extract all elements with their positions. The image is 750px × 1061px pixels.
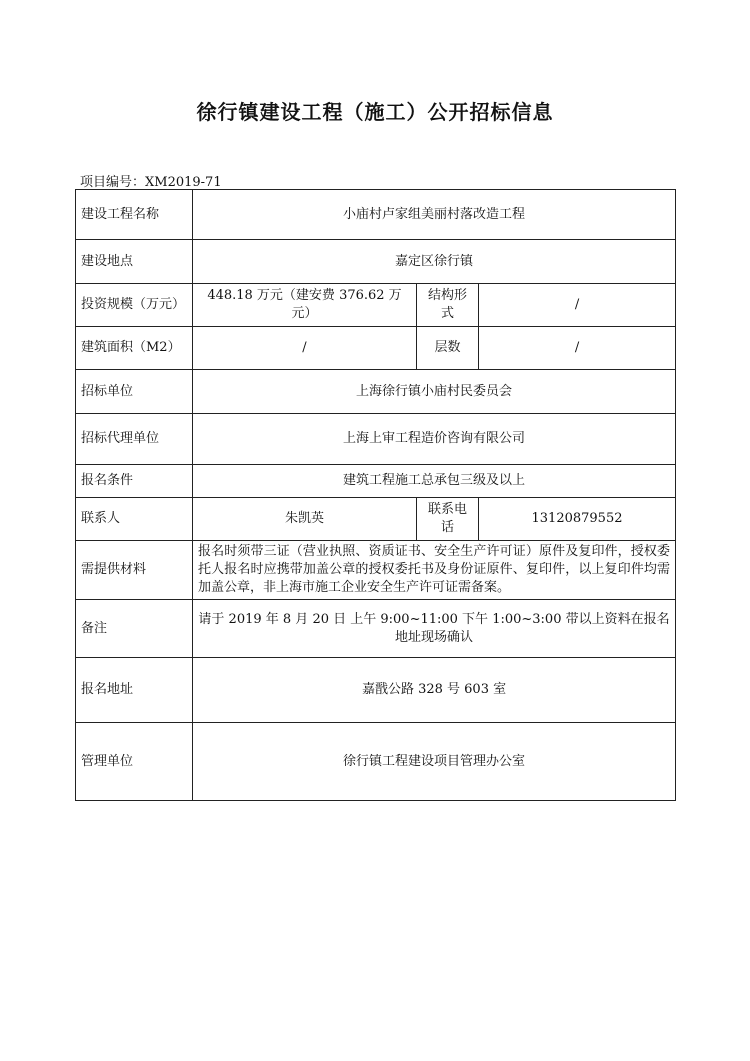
label-investment: 投资规模（万元）: [76, 284, 193, 327]
label-structure-type: 结构形式: [417, 284, 479, 327]
label-manager: 管理单位: [76, 723, 193, 801]
row-investment: [76, 284, 676, 327]
value-manager: 徐行镇工程建设项目管理办公室: [193, 723, 676, 801]
label-area: 建筑面积（M2）: [76, 327, 193, 370]
value-location: 嘉定区徐行镇: [193, 240, 676, 284]
label-materials: 需提供材料: [76, 541, 193, 600]
tender-info-table: [75, 189, 676, 801]
label-contact: 联系人: [76, 498, 193, 541]
value-materials: 报名时须带三证（营业执照、资质证书、安全生产许可证）原件及复印件，授权委托人报名时应携带加盖公章的授权委托书及身份证原件、复印件，以上复印件均需加盖公章，非上海市施工企业安全生产许可证需备案。: [193, 541, 676, 600]
row-remarks: [76, 600, 676, 658]
label-project-name: 建设工程名称: [76, 190, 193, 240]
row-address: [76, 658, 676, 723]
label-phone: 联系电话: [417, 498, 479, 541]
row-manager: [76, 723, 676, 801]
label-requirement: 报名条件: [76, 465, 193, 498]
row-location: [76, 240, 676, 284]
value-requirement: 建筑工程施工总承包三级及以上: [193, 465, 676, 498]
value-address: 嘉戬公路 328 号 603 室: [193, 658, 676, 723]
value-area: /: [193, 327, 417, 370]
label-address: 报名地址: [76, 658, 193, 723]
value-floors: /: [479, 327, 676, 370]
label-location: 建设地点: [76, 240, 193, 284]
project-number: 项目编号：XM2019-71: [80, 175, 222, 190]
row-requirement: [76, 465, 676, 498]
label-agent: 招标代理单位: [76, 414, 193, 465]
row-materials: [76, 541, 676, 600]
value-agent: 上海上审工程造价咨询有限公司: [193, 414, 676, 465]
page-title: 徐行镇建设工程（施工）公开招标信息: [196, 100, 554, 124]
row-tenderer: [76, 370, 676, 414]
row-contact: [76, 498, 676, 541]
label-tenderer: 招标单位: [76, 370, 193, 414]
label-remarks: 备注: [76, 600, 193, 658]
label-floors: 层数: [417, 327, 479, 370]
value-investment: 448.18 万元（建安费 376.62 万元）: [193, 284, 417, 327]
value-phone: 13120879552: [479, 498, 676, 541]
row-agent: [76, 414, 676, 465]
value-remarks: 请于 2019 年 8 月 20 日 上午 9:00~11:00 下午 1:00~3:00 带以上资料在报名地址现场确认: [193, 600, 676, 658]
value-project-name: 小庙村卢家组美丽村落改造工程: [193, 190, 676, 240]
value-structure-type: /: [479, 284, 676, 327]
row-project-name: [76, 190, 676, 240]
row-area: [76, 327, 676, 370]
value-tenderer: 上海徐行镇小庙村民委员会: [193, 370, 676, 414]
value-contact: 朱凯英: [193, 498, 417, 541]
